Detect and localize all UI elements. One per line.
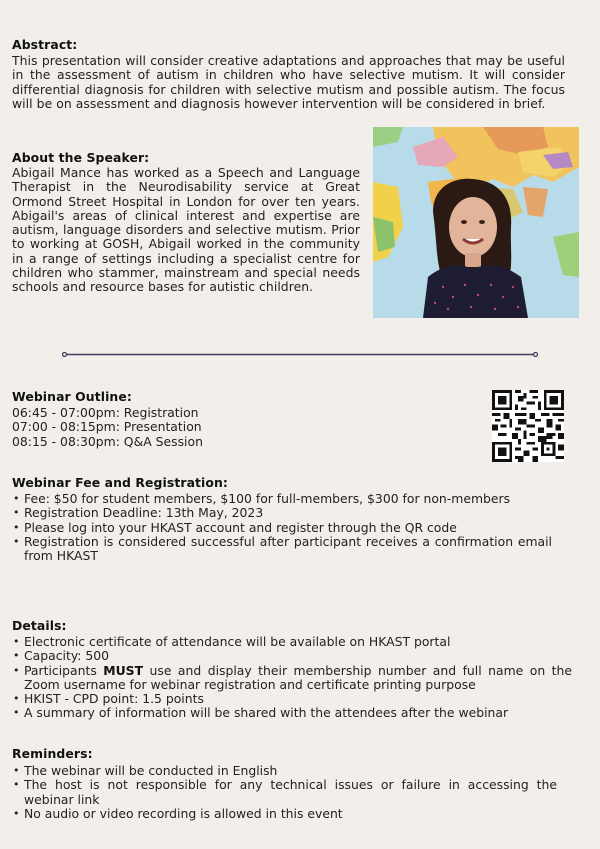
details-item: • Capacity: 500 (12, 649, 572, 663)
outline-item: 08:15 - 08:30pm: Q&A Session (12, 433, 203, 449)
registration-qr-code[interactable] (492, 390, 564, 462)
outline-heading: Webinar Outline: (12, 389, 132, 404)
reminders-heading: Reminders: (12, 746, 93, 761)
fee-item: • Fee: $50 for student members, $100 for full-members, $300 for non-members (12, 492, 552, 506)
abstract-heading: Abstract: (12, 37, 78, 52)
reminder-item: • No audio or video recording is allowed in this event (12, 807, 557, 821)
confirmation-item: • Registration is considered successful after participant receives a confirmation email from HKAST (12, 535, 552, 564)
must-emphasis: MUST (103, 662, 144, 678)
outline-list (12, 406, 203, 449)
details-item-must: • Participants MUST use and display their membership number and full name on the Zoom username for webinar registration and certificate printing purpose (12, 664, 572, 693)
details-heading: Details: (12, 618, 67, 633)
abstract-text: This presentation will consider creative adaptations and approaches that may be useful in the assessment of autism in children who have selective mutism. It will consider differential diagnosis for children with selective mutism and possible autism. The focus will be on assessment and diagnosis however intervention will be considered in brief. (12, 53, 565, 111)
fee-heading: Webinar Fee and Registration: (12, 475, 228, 490)
divider-line (62, 352, 538, 357)
outline-item: 06:45 - 07:00pm: Registration (12, 405, 199, 420)
speaker-heading: About the Speaker: (12, 150, 150, 165)
speaker-photo-illustration (373, 127, 579, 318)
section-divider (62, 353, 538, 356)
speaker-photo (373, 127, 579, 318)
details-item: • A summary of information will be shared with the attendees after the webinar (12, 706, 572, 720)
qr-code-icon (492, 390, 564, 462)
deadline-item: • Registration Deadline: 13th May, 2023 (12, 506, 552, 520)
speaker-bio: Abigail Mance has worked as a Speech and Language Therapist in the Neurodisability service at Great Ormond Street Hospital in London for over ten years. Abigail's areas of clinical interest and expertise are autism, language disorders and selective mutism. Prior to working at GOSH, Abigail worked in the community in a range of settings including a specialist centre for children who stammer, mainstream and special needs schools and resource bases for autistic children. (12, 165, 360, 295)
reminder-item: • The host is not responsible for any technical issues or failure in accessing the webinar link (12, 778, 557, 807)
details-item: • Electronic certificate of attendance will be available on HKAST portal (12, 635, 572, 649)
reminder-item: • The webinar will be conducted in English (12, 764, 557, 778)
reminders-list (12, 764, 557, 821)
outline-item: 07:00 - 08:15pm: Presentation (12, 419, 202, 435)
login-instruction-item: • Please log into your HKAST account and register through the QR code (12, 521, 552, 535)
fee-list (12, 492, 552, 563)
details-item: • HKIST - CPD point: 1.5 points (12, 692, 572, 706)
details-list (12, 635, 572, 721)
